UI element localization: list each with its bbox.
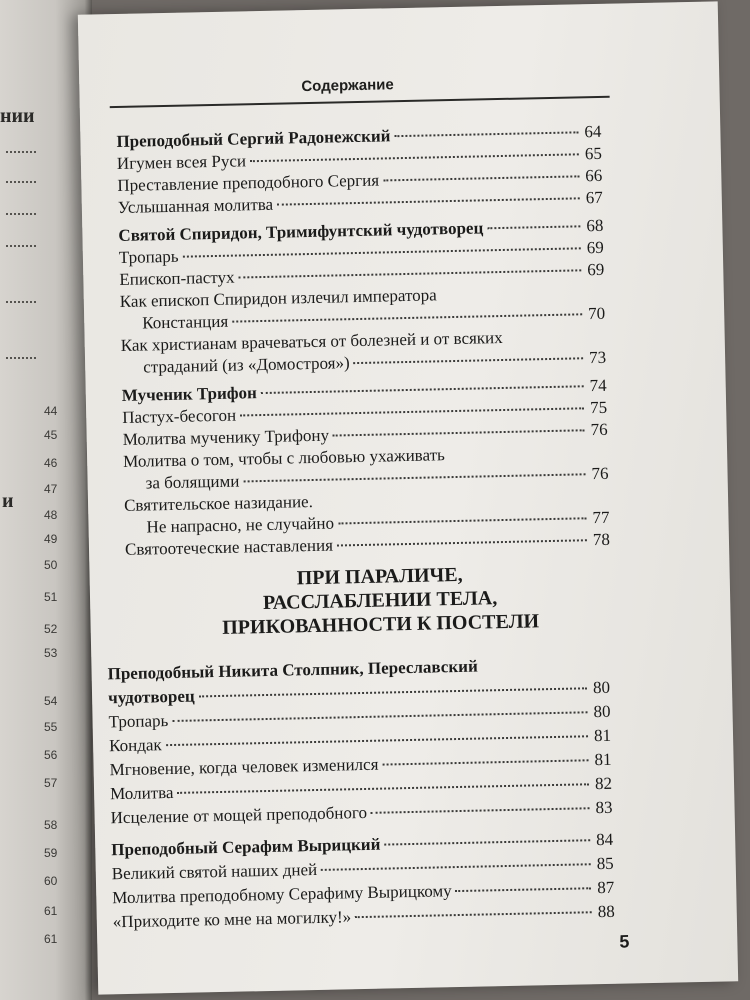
leader-dots — [232, 313, 582, 322]
toc-entry-title: Молитва преподобному Серафиму Вырицкому — [112, 881, 452, 908]
left-page-number: 49 — [44, 532, 58, 546]
toc-entry-title: Констанция — [142, 311, 229, 333]
toc-page-number: 87 — [597, 877, 615, 898]
leader-dots — [383, 175, 579, 181]
left-page-leader — [6, 300, 36, 303]
toc-entry-title: Игумен всея Руси — [116, 151, 247, 174]
leader-dots — [384, 839, 590, 845]
left-page-number: 44 — [44, 404, 58, 418]
left-page-leader — [6, 244, 36, 247]
running-head: Содержание — [301, 76, 394, 96]
leader-dots — [321, 863, 591, 871]
left-page-number: 47 — [44, 482, 58, 496]
toc-page-number: 80 — [593, 701, 611, 722]
toc-page-number: 76 — [591, 463, 609, 484]
toc-page-number: 74 — [589, 375, 607, 396]
leader-dots — [333, 429, 585, 436]
toc-entry-title: Исцеление от мощей преподобного — [110, 802, 368, 828]
toc-page-number: 83 — [595, 797, 613, 818]
section-heading-line: ПРИ ПАРАЛИЧЕ, — [296, 563, 463, 590]
toc-page-number: 82 — [594, 773, 613, 794]
leader-dots — [243, 473, 585, 482]
toc-entry-title: Преподобный Серафим Вырицкий — [111, 834, 381, 860]
toc-entry-title: чудотворец — [107, 686, 195, 708]
toc-page-number: 73 — [588, 347, 607, 368]
toc-entry-title-line: Как христианам врачеваться от болезней и от всяких — [120, 327, 503, 355]
section-heading — [209, 561, 550, 640]
left-page-number: 46 — [44, 456, 58, 470]
toc-page-number: 77 — [592, 507, 610, 528]
left-page-number: 61 — [44, 932, 58, 946]
toc-entry-title: «Приходите ко мне на могилку!» — [112, 907, 352, 932]
toc-page-number: 78 — [592, 529, 611, 550]
toc-entry-title: Святоотеческие наставления — [124, 535, 334, 559]
leader-dots — [354, 357, 584, 364]
toc-entry-title: Святой Спиридон, Тримифунтский чудотворец — [118, 218, 484, 246]
left-page-number: 52 — [44, 622, 58, 636]
toc-page-number: 65 — [584, 143, 603, 164]
leader-dots — [199, 687, 587, 697]
toc-entry-title: Тропарь — [118, 246, 179, 267]
leader-dots — [240, 407, 584, 416]
toc-page-number: 75 — [589, 397, 608, 418]
toc-entry-title: Не напрасно, не случайно — [146, 513, 335, 537]
left-page-number: 45 — [44, 428, 58, 442]
toc-entry-title-line: Святительское назидание. — [123, 491, 314, 515]
leader-dots — [172, 711, 587, 722]
toc-page-number: 84 — [595, 829, 614, 850]
toc-entry-title: Мгновение, когда человек изменился — [109, 754, 379, 780]
left-page-number: 48 — [44, 508, 58, 522]
header-rule — [110, 96, 610, 108]
section-heading-line: РАССЛАБЛЕНИИ ТЕЛА, — [262, 587, 498, 615]
left-page-number: 51 — [44, 590, 58, 604]
left-page-number: 60 — [44, 874, 58, 888]
left-page-number: 54 — [44, 694, 58, 708]
leader-dots — [239, 269, 582, 278]
toc-page-number: 64 — [584, 121, 602, 142]
leader-dots — [355, 911, 592, 918]
toc-entry-title: Великий святой наших дней — [111, 859, 318, 884]
section-heading-line: ПРИКОВАННОСТИ К ПОСТЕЛИ — [222, 610, 540, 639]
leader-dots — [382, 759, 588, 765]
left-page-number: 50 — [44, 558, 58, 572]
toc-page-number: 76 — [590, 419, 608, 440]
toc-page-number: 66 — [585, 165, 603, 186]
left-page-word-fragment-2: и — [2, 490, 14, 512]
toc-entry-title: Кондак — [108, 735, 162, 756]
toc-page-number: 88 — [597, 901, 615, 922]
leader-dots — [177, 783, 589, 794]
left-page-number: 58 — [44, 818, 58, 832]
left-page-word-fragment: нии — [0, 105, 35, 127]
toc-entry-title: Епископ-пастух — [119, 267, 235, 289]
toc-entry-title: Молитва мученику Трифону — [122, 425, 330, 449]
toc-entry-title: Молитва — [109, 782, 174, 804]
left-page-number: 53 — [44, 646, 58, 660]
toc-page-number: 70 — [587, 303, 606, 324]
toc-entry-title: Услышанная молитва — [117, 194, 274, 218]
leader-dots — [250, 153, 579, 162]
toc-page-number: 81 — [593, 725, 612, 746]
toc-page-number: 69 — [586, 237, 604, 258]
left-page-number: 59 — [44, 846, 58, 860]
leader-dots — [394, 131, 578, 137]
toc-entry-title: страданий (из «Домостроя») — [142, 353, 350, 377]
toc-page-number: 80 — [592, 677, 611, 698]
leader-dots — [487, 225, 580, 229]
book-page — [78, 1, 738, 994]
toc-entry-title: Преподобный Сергий Радонежский — [116, 126, 391, 152]
toc-entry-title-line: Молитва о том, чтобы с любовью ухаживать — [122, 445, 445, 471]
page-folio: 5 — [619, 931, 630, 952]
leader-dots — [371, 807, 590, 814]
left-page-leader — [6, 212, 36, 215]
toc-page-number: 68 — [586, 215, 604, 236]
leader-dots — [456, 887, 592, 892]
toc-entry-title: Пастух-бесогон — [122, 405, 237, 427]
toc-page-number: 67 — [585, 187, 603, 208]
left-page-leader — [6, 180, 36, 183]
leader-dots — [277, 197, 580, 205]
toc-page-number: 81 — [594, 749, 612, 770]
toc-entry-title: Тропарь — [108, 711, 169, 732]
leader-dots — [261, 385, 584, 394]
left-page-edge — [0, 0, 92, 1000]
leader-dots — [166, 735, 588, 746]
left-page-leader — [6, 150, 36, 153]
toc-page-number: 69 — [587, 259, 605, 280]
left-page-number: 57 — [44, 776, 58, 790]
toc-entry-title-line: Как епископ Спиридон излечил императора — [119, 285, 437, 311]
left-page-number: 56 — [44, 748, 58, 762]
toc-entry-title: Преставление преподобного Сергия — [117, 170, 380, 196]
leader-dots — [338, 517, 586, 524]
left-page-number: 61 — [44, 904, 58, 918]
leader-dots — [183, 247, 581, 257]
left-page-number: 55 — [44, 720, 58, 734]
toc-entry-title: за болящими — [145, 471, 240, 493]
leader-dots — [337, 539, 587, 546]
toc-entry-title: Мученик Трифон — [121, 383, 258, 405]
toc-entry-title-line: Преподобный Никита Столпник, Переславский — [107, 656, 478, 684]
toc-page-number: 85 — [596, 853, 614, 874]
left-page-leader — [6, 356, 36, 359]
